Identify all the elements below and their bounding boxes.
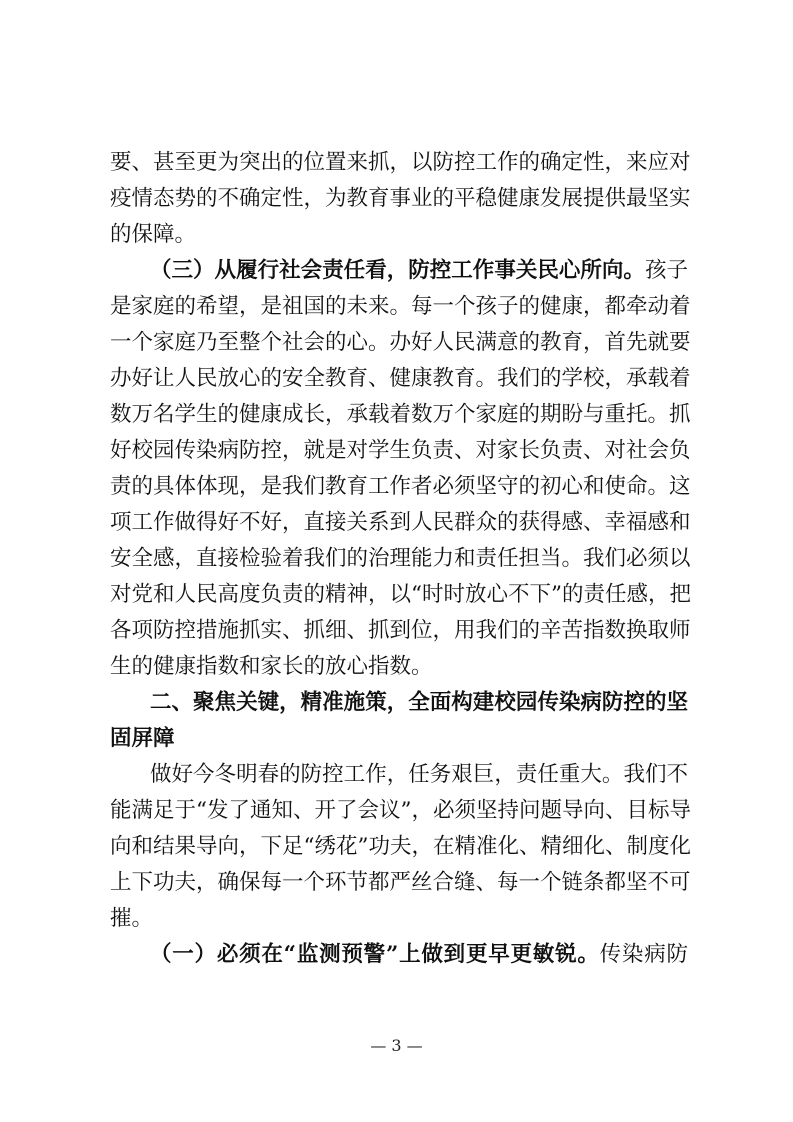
text-line bbox=[110, 253, 688, 289]
paragraph-continuation bbox=[110, 145, 691, 253]
text-line: 向和结果导向，下足“绣花”功夫，在精准化、精细化、制度化 bbox=[110, 834, 691, 859]
text-line: 做好今冬明春的防控工作，任务艰巨，责任重大。我们不 bbox=[150, 762, 688, 787]
text-line: 责的具体体现，是我们教育工作者必须坚守的初心和使命。这 bbox=[110, 474, 691, 499]
text-line: 数万名学生的健康成长，承载着数万个家庭的期盼与重托。抓 bbox=[110, 402, 691, 427]
text-line: 摧。 bbox=[110, 906, 154, 931]
subheading-three: （三）从履行社会责任看，防控工作事关民心所向。 bbox=[150, 258, 645, 283]
section-heading-two bbox=[110, 685, 688, 757]
paragraph-prevention-work bbox=[110, 757, 691, 937]
text-line: 办好让人民放心的安全教育、健康教育。我们的学校，承载着 bbox=[110, 366, 691, 391]
text-line: 对党和人民高度负责的精神，以“时时放心不下”的责任感，把 bbox=[110, 582, 691, 607]
page-number: — 3 — bbox=[370, 1036, 423, 1055]
paragraph-social-responsibility bbox=[110, 253, 691, 685]
text-run: 孩子 bbox=[644, 258, 688, 283]
text-line: 好校园传染病防控，就是对学生负责、对家长负责、对社会负 bbox=[110, 438, 691, 463]
text-line: 安全感，直接检验着我们的治理能力和责任担当。我们必须以 bbox=[110, 546, 691, 571]
text-line: 是家庭的希望，是祖国的未来。每一个孩子的健康，都牵动着 bbox=[110, 294, 691, 319]
text-line: 一个家庭乃至整个社会的心。办好人民满意的教育，首先就要 bbox=[110, 330, 691, 355]
section-heading-line: 固屏障 bbox=[110, 726, 175, 751]
subheading-one: （一）必须在“监测预警”上做到更早更敏锐。 bbox=[150, 942, 600, 967]
text-run: 传染病防 bbox=[599, 942, 688, 967]
section-heading-line: 二、聚焦关键，精准施策，全面构建校园传染病防控的坚 bbox=[150, 690, 688, 715]
text-line: 能满足于“发了通知、开了会议”，必须坚持问题导向、目标导 bbox=[110, 798, 691, 823]
text-line: 疫情态势的不确定性，为教育事业的平稳健康发展提供最坚实 bbox=[110, 186, 691, 211]
text-line: 生的健康指数和家长的放心指数。 bbox=[110, 654, 433, 679]
text-line: 要、甚至更为突出的位置来抓，以防控工作的确定性，来应对 bbox=[110, 150, 691, 175]
text-line bbox=[110, 937, 688, 973]
text-line: 项工作做得好不好，直接关系到人民群众的获得感、幸福感和 bbox=[110, 510, 691, 535]
text-line: 上下功夫，确保每一个环节都严丝合缝、每一个链条都坚不可 bbox=[110, 870, 691, 895]
text-line: 各项防控措施抓实、抓细、抓到位，用我们的辛苦指数换取师 bbox=[110, 618, 691, 643]
paragraph-monitoring bbox=[110, 937, 688, 973]
text-line: 的保障。 bbox=[110, 222, 197, 247]
document-page bbox=[110, 145, 691, 973]
